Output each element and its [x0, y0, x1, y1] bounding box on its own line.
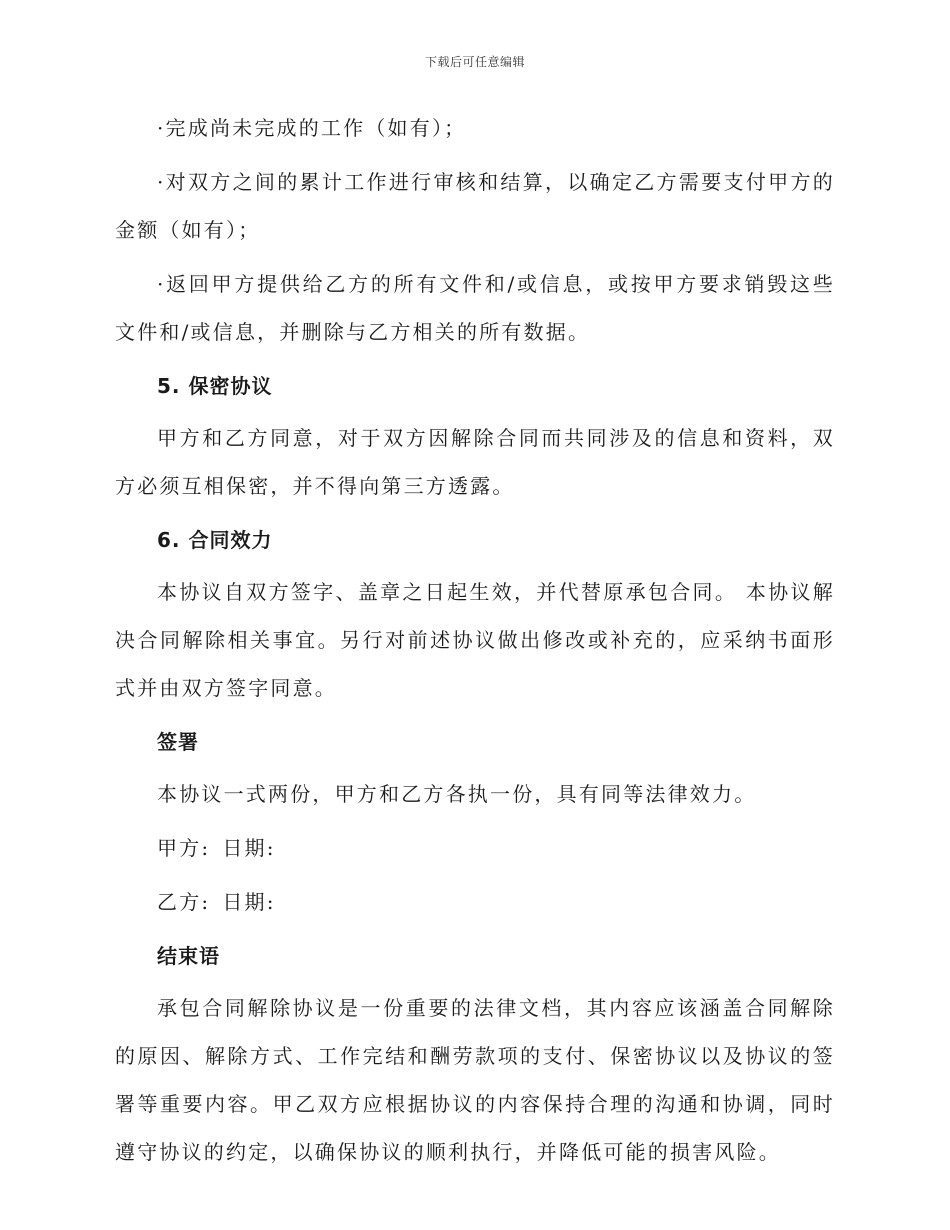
- party-b-signature-line: [157, 878, 835, 926]
- party-a-label: 甲方:: [157, 836, 211, 860]
- bullet-item-3: ·返回甲方提供给乙方的所有文件和/或信息，或按甲方要求销毁这些文件和/或信息，并删除与乙方相关的所有数据。: [115, 272, 835, 344]
- section-heading-signature: 签署: [157, 730, 199, 754]
- party-a-signature-line: [157, 824, 835, 872]
- section-body-confidentiality: 甲方和乙方同意，对于双方因解除合同而共同涉及的信息和资料，双方必须互相保密，并不得向第三方透露。: [115, 426, 835, 498]
- document-body: [115, 104, 835, 1182]
- section-heading-validity: 6. 合同效力: [157, 528, 273, 552]
- header-note: 下载后可任意编辑: [424, 55, 525, 69]
- party-b-label: 乙方:: [157, 890, 211, 914]
- party-a-date-label: 日期:: [222, 836, 276, 860]
- bullet-item-1: ·完成尚未完成的工作（如有）；: [157, 116, 467, 140]
- section-heading-confidentiality: 5. 保密协议: [157, 374, 273, 398]
- section-body-signature: 本协议一式两份，甲方和乙方各执一份，具有同等法律效力。: [157, 782, 757, 806]
- section-heading-conclusion: 结束语: [157, 944, 220, 968]
- section-body-validity: 本协议自双方签字、盖章之日起生效，并代替原承包合同。 本协议解决合同解除相关事宜。另行对前述协议做出修改或补充的，应采纳书面形式并由双方签字同意。: [115, 580, 835, 700]
- section-body-conclusion: 承包合同解除协议是一份重要的法律文档，其内容应该涵盖合同解除的原因、解除方式、工作完结和酬劳款项的支付、保密协议以及协议的签署等重要内容。甲乙双方应根据协议的内容保持合理的沟通和协调，同时遵守协议的约定，以确保协议的顺利执行，并降低可能的损害风险。: [115, 996, 835, 1164]
- bullet-item-2: ·对双方之间的累计工作进行审核和结算，以确定乙方需要支付甲方的金额（如有）；: [115, 170, 835, 242]
- party-b-date-label: 日期:: [222, 890, 276, 914]
